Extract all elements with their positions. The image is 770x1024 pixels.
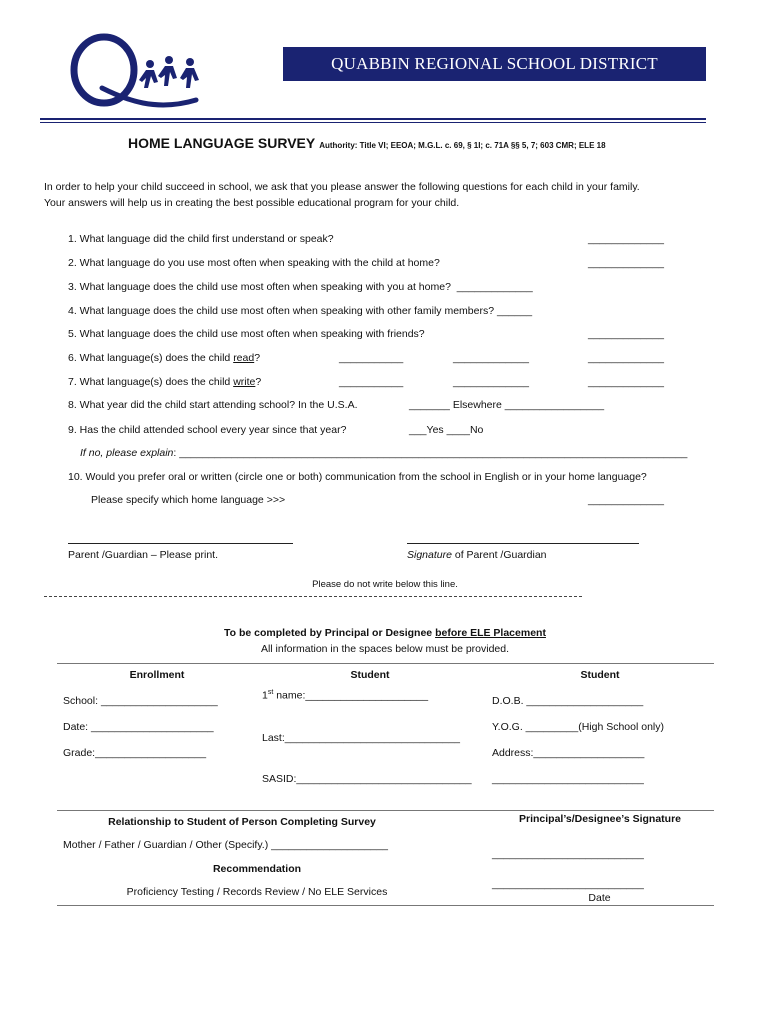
recommendation-options[interactable]: Proficiency Testing / Records Review / No ELE Services [126,886,388,898]
question-9-yes: Yes [426,424,444,436]
recommendation-heading: Recommendation [212,863,302,875]
survey-authority: Authority: Title VI; EEOA; M.G.L. c. 69, § 1I; c. 71A §§ 5, 7; 603 CMR; ELE 18 [319,141,606,150]
district-logo-q-children-icon [66,30,216,110]
sasid-field[interactable]: SASID:______________________________ [262,773,472,785]
question-9: 9. Has the child attended school every year since that year? [68,424,347,436]
if-no-label: If no, please explain [80,447,174,459]
dob-field[interactable]: D.O.B. ____________________ [492,695,644,707]
question-6-suffix: ? [254,352,261,364]
relationship-options[interactable]: Mother / Father / Guardian / Other (Specify.) ____________________ [63,839,388,851]
yog-field[interactable]: Y.O.G. _________(High School only) [492,721,664,733]
question-9-no: No [469,424,484,436]
office-heading-prefix: To be completed by Principal or Designee [224,627,436,639]
office-subheading: All information in the spaces below must be provided. [260,643,510,655]
parent-signature-line[interactable] [407,543,639,544]
first-name-rest: name:_____________________ [273,689,429,702]
answer-blank-10[interactable]: _____________ [588,494,664,506]
answer-blank-7b[interactable]: _____________ [453,376,529,388]
parent-print-line[interactable] [68,543,293,544]
col-student-2: Student [580,669,620,681]
table-top-rule [57,663,714,664]
question-6-read: read [233,352,255,364]
col-student-1: Student [350,669,390,681]
answer-blank-8-usa[interactable]: _______ [409,399,450,411]
signature-rest: of Parent /Guardian [451,549,547,561]
answer-blank-8-elsewhere[interactable]: _________________ [504,399,605,411]
question-10-specify: Please specify which home language >>> [91,494,286,506]
answer-blank-3[interactable]: _____________ [456,281,533,293]
question-3 [68,281,533,293]
answer-blank-7a[interactable]: ___________ [339,376,404,388]
answer-blank-5[interactable]: _____________ [588,328,664,340]
question-7-write: write [233,376,256,388]
question-6-text: 6. What language(s) does the child [68,352,234,364]
survey-title-line [128,135,606,151]
grade-field[interactable]: Grade:___________________ [63,747,207,759]
question-2: 2. What language do you use most often when speaking with the child at home? [68,257,440,269]
question-9-answers [409,424,483,436]
first-name-num: 1 [262,689,268,702]
explain-blank[interactable]: _______________________________________________________________________________________ [179,447,688,459]
question-5: 5. What language does the child use most often when speaking with friends? [68,328,425,340]
question-7-text: 7. What language(s) does the child [68,376,234,388]
signature-word: Signature [407,549,452,561]
last-name-field[interactable]: Last:______________________________ [262,732,460,744]
answer-blank-7c[interactable]: _____________ [588,376,664,388]
question-7 [68,376,261,388]
answer-blank-6c[interactable]: _____________ [588,352,664,364]
question-6 [68,352,260,364]
do-not-write-note: Please do not write below this line. [312,579,458,590]
parent-signature-label [407,549,547,561]
district-banner [283,47,706,81]
answer-blank-1[interactable]: _____________ [588,233,664,245]
intro-line-1: In order to help your child succeed in school, we ask that you please answer the following questions for each child in your family. [44,181,640,193]
survey-intro [44,179,734,211]
header-rule-thin [40,122,706,123]
school-field[interactable]: School: ____________________ [63,695,218,707]
survey-title: HOME LANGUAGE SURVEY [128,135,316,151]
question-4 [68,305,532,317]
answer-blank-2[interactable]: _____________ [588,257,664,269]
header-rule-thick [40,118,706,120]
answer-blank-9-no[interactable]: ____ [446,424,470,436]
table-mid-rule [57,810,714,811]
address-field-2[interactable]: __________________________ [492,773,644,785]
address-field[interactable]: Address:___________________ [492,747,645,759]
table-bottom-rule [57,905,714,906]
principal-signature-label: Principal’s/Designee’s Signature [518,813,682,825]
answer-blank-9-yes[interactable]: ___ [409,424,427,436]
date-field[interactable]: Date: _____________________ [63,721,214,733]
principal-signature-line[interactable]: __________________________ [492,848,644,860]
answer-blank-6a[interactable]: ___________ [339,352,404,364]
col-enrollment: Enrollment [129,669,185,681]
principal-date-label: Date [588,892,611,904]
question-1: 1. What language did the child first understand or speak? [68,233,334,245]
intro-line-2: Your answers will help us in creating the best possible educational program for your child. [44,197,460,209]
question-8-elsewhere: Elsewhere [452,399,502,411]
relationship-heading: Relationship to Student of Person Completing Survey [108,816,376,828]
question-7-suffix: ? [255,376,262,388]
office-heading-underlined: before ELE Placement [435,627,546,639]
office-heading [120,627,650,639]
question-8-answers [409,399,604,411]
first-name-sup: st [267,689,274,696]
question-3-text: 3. What language does the child use most often when speaking with you at home? [68,281,451,293]
answer-blank-6b[interactable]: _____________ [453,352,529,364]
if-no-explain: If no, please explain: _______________________________________________________________________________________ [80,447,688,459]
district-name: QUABBIN REGIONAL SCHOOL DISTRICT [331,54,658,73]
cut-dashed-line [44,596,582,597]
answer-blank-4[interactable]: ______ [497,305,533,317]
question-10: 10. Would you prefer oral or written (circle one or both) communication from the school in English or in your home language? [68,471,647,483]
principal-date-line[interactable]: __________________________ [492,878,644,890]
question-8: 8. What year did the child start attending school? In the U.S.A. [68,399,358,411]
first-name-field[interactable] [262,689,428,702]
question-4-text: 4. What language does the child use most often when speaking with other family members? [68,305,495,317]
parent-print-label: Parent /Guardian – Please print. [68,549,219,561]
